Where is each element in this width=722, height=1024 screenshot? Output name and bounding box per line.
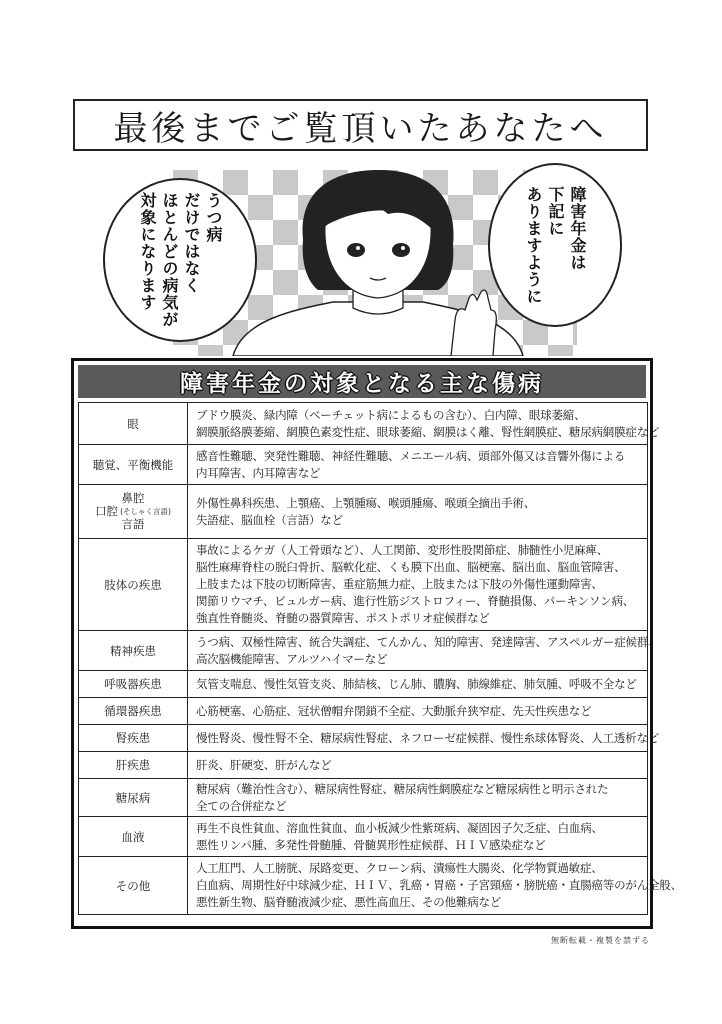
bubble-left-text: うつ病 だけではなく ほとんどの病気が 対象になります: [138, 192, 223, 328]
page-title: 最後までご覧頂いたあなたへ: [113, 108, 608, 149]
category-cell: 呼吸器疾患: [79, 671, 188, 698]
table-row: [79, 403, 648, 445]
panel-title: 障害年金の対象となる主な傷病: [180, 371, 544, 397]
category-cell: その他: [79, 857, 188, 915]
description-cell: 感音性難聴、突発性難聴、神経性難聴、メニエール病、頭部外傷又は音響外傷による 内耳障害、内耳障害など: [188, 445, 648, 485]
table-row: [79, 817, 648, 857]
conditions-table: [78, 402, 682, 915]
speech-bubble-right: [488, 163, 622, 327]
category-cell: 聴覚、平衡機能: [79, 445, 188, 485]
speech-bubble-left: [103, 178, 257, 342]
description-cell: 人工肛門、人工膀胱、尿路変更、クローン病、潰瘍性大腸炎、化学物質過敏症、 白血病、周期性好中球減少症、ＨＩＶ、乳癌・胃癌・子宮頸癌・膀胱癌・直腸癌等のがん全般、 悪性新生物、脳脊髄液減少症、悪性高血圧、その他難病など: [188, 857, 648, 915]
category-cell: 腎疾患: [79, 725, 188, 752]
category-cell: 肝疾患: [79, 752, 188, 779]
description-cell: 心筋梗塞、心筋症、冠状僧帽弁閉鎖不全症、大動脈弁狭窄症、先天性疾患など: [188, 698, 648, 725]
description-cell: うつ病、双極性障害、統合失調症、てんかん、知的障害、発達障害、アスペルガー症候群、 高次脳機能障害、アルツハイマーなど: [188, 631, 648, 671]
table-row: [79, 671, 648, 698]
description-cell: 気管支喘息、慢性気管支炎、肺結核、じん肺、膿胸、肺線維症、肺気腫、呼吸不全など: [188, 671, 648, 698]
description-cell: 慢性腎炎、慢性腎不全、糖尿病性腎症、ネフローゼ症候群、慢性糸球体腎炎、人工透析など: [188, 725, 648, 752]
table-row: [79, 445, 648, 485]
copyright-notice: 無断転載・複製を禁ずる: [551, 936, 650, 945]
panel-header: [78, 365, 646, 398]
description-cell: 糖尿病（難治性含む）、糖尿病性腎症、糖尿病性網膜症など糖尿病性と明示された 全ての合併症など: [188, 779, 648, 817]
table-row: [79, 631, 648, 671]
title-box: [73, 99, 648, 151]
table-row: [79, 857, 648, 915]
description-cell: 肝炎、肝硬変、肝がんなど: [188, 752, 648, 779]
table-row: [79, 539, 648, 631]
table-row: [79, 698, 648, 725]
category-cell: 循環器疾患: [79, 698, 188, 725]
category-cell: 血液: [79, 817, 188, 857]
description-cell: 事故によるケガ（人工骨頭など）、人工関節、変形性股関節症、肺髄性小児麻痺、 脳性麻痺脊柱の脱臼骨折、脳軟化症、くも膜下出血、脳梗塞、脳出血、脳血管障害、 上肢または下肢の切断障害、重症筋無力症、上肢または下肢の外傷性運動障害、 関節リウマチ、ビュルガー病、進行性筋ジストロフィー、脊髄損傷、パーキンソン病、 強直性脊髄炎、脊髄の器質障害、ポストポリオ症候群など: [188, 539, 648, 631]
table-row: [79, 752, 648, 779]
category-cell: 精神疾患: [79, 631, 188, 671]
bubble-right-text: 障害年金は 下記に ありますように: [524, 185, 587, 305]
table-row: [79, 725, 648, 752]
category-cell: [79, 485, 188, 539]
category-cell: 眼: [79, 403, 188, 445]
conditions-panel: [71, 358, 682, 929]
category-cell: 肢体の疾患: [79, 539, 188, 631]
category-cell: 糖尿病: [79, 779, 188, 817]
category-stack: 鼻腔 口腔 (そしゃく言語) 言語: [95, 491, 171, 531]
table-row: [79, 485, 648, 539]
description-cell: 再生不良性貧血、溶血性貧血、血小板減少性紫斑病、凝固因子欠乏症、白血病、 悪性リンパ腫、多発性骨髄腫、骨髄異形性症候群、ＨＩＶ感染症など: [188, 817, 648, 857]
table-row: [79, 779, 648, 817]
description-cell: 外傷性鼻科疾患、上顎癌、上顎腫瘍、喉頭腫瘍、喉頭全摘出手術、 失語症、脳血栓（言語）など: [188, 485, 648, 539]
description-cell: ブドウ膜炎、緑内障（ベーチェット病によるもの含む）、白内障、眼球萎縮、 網膜脈絡膜萎縮、網膜色素変性症、眼球萎縮、網膜はく離、腎性網膜症、糖尿病網膜症など: [188, 403, 648, 445]
